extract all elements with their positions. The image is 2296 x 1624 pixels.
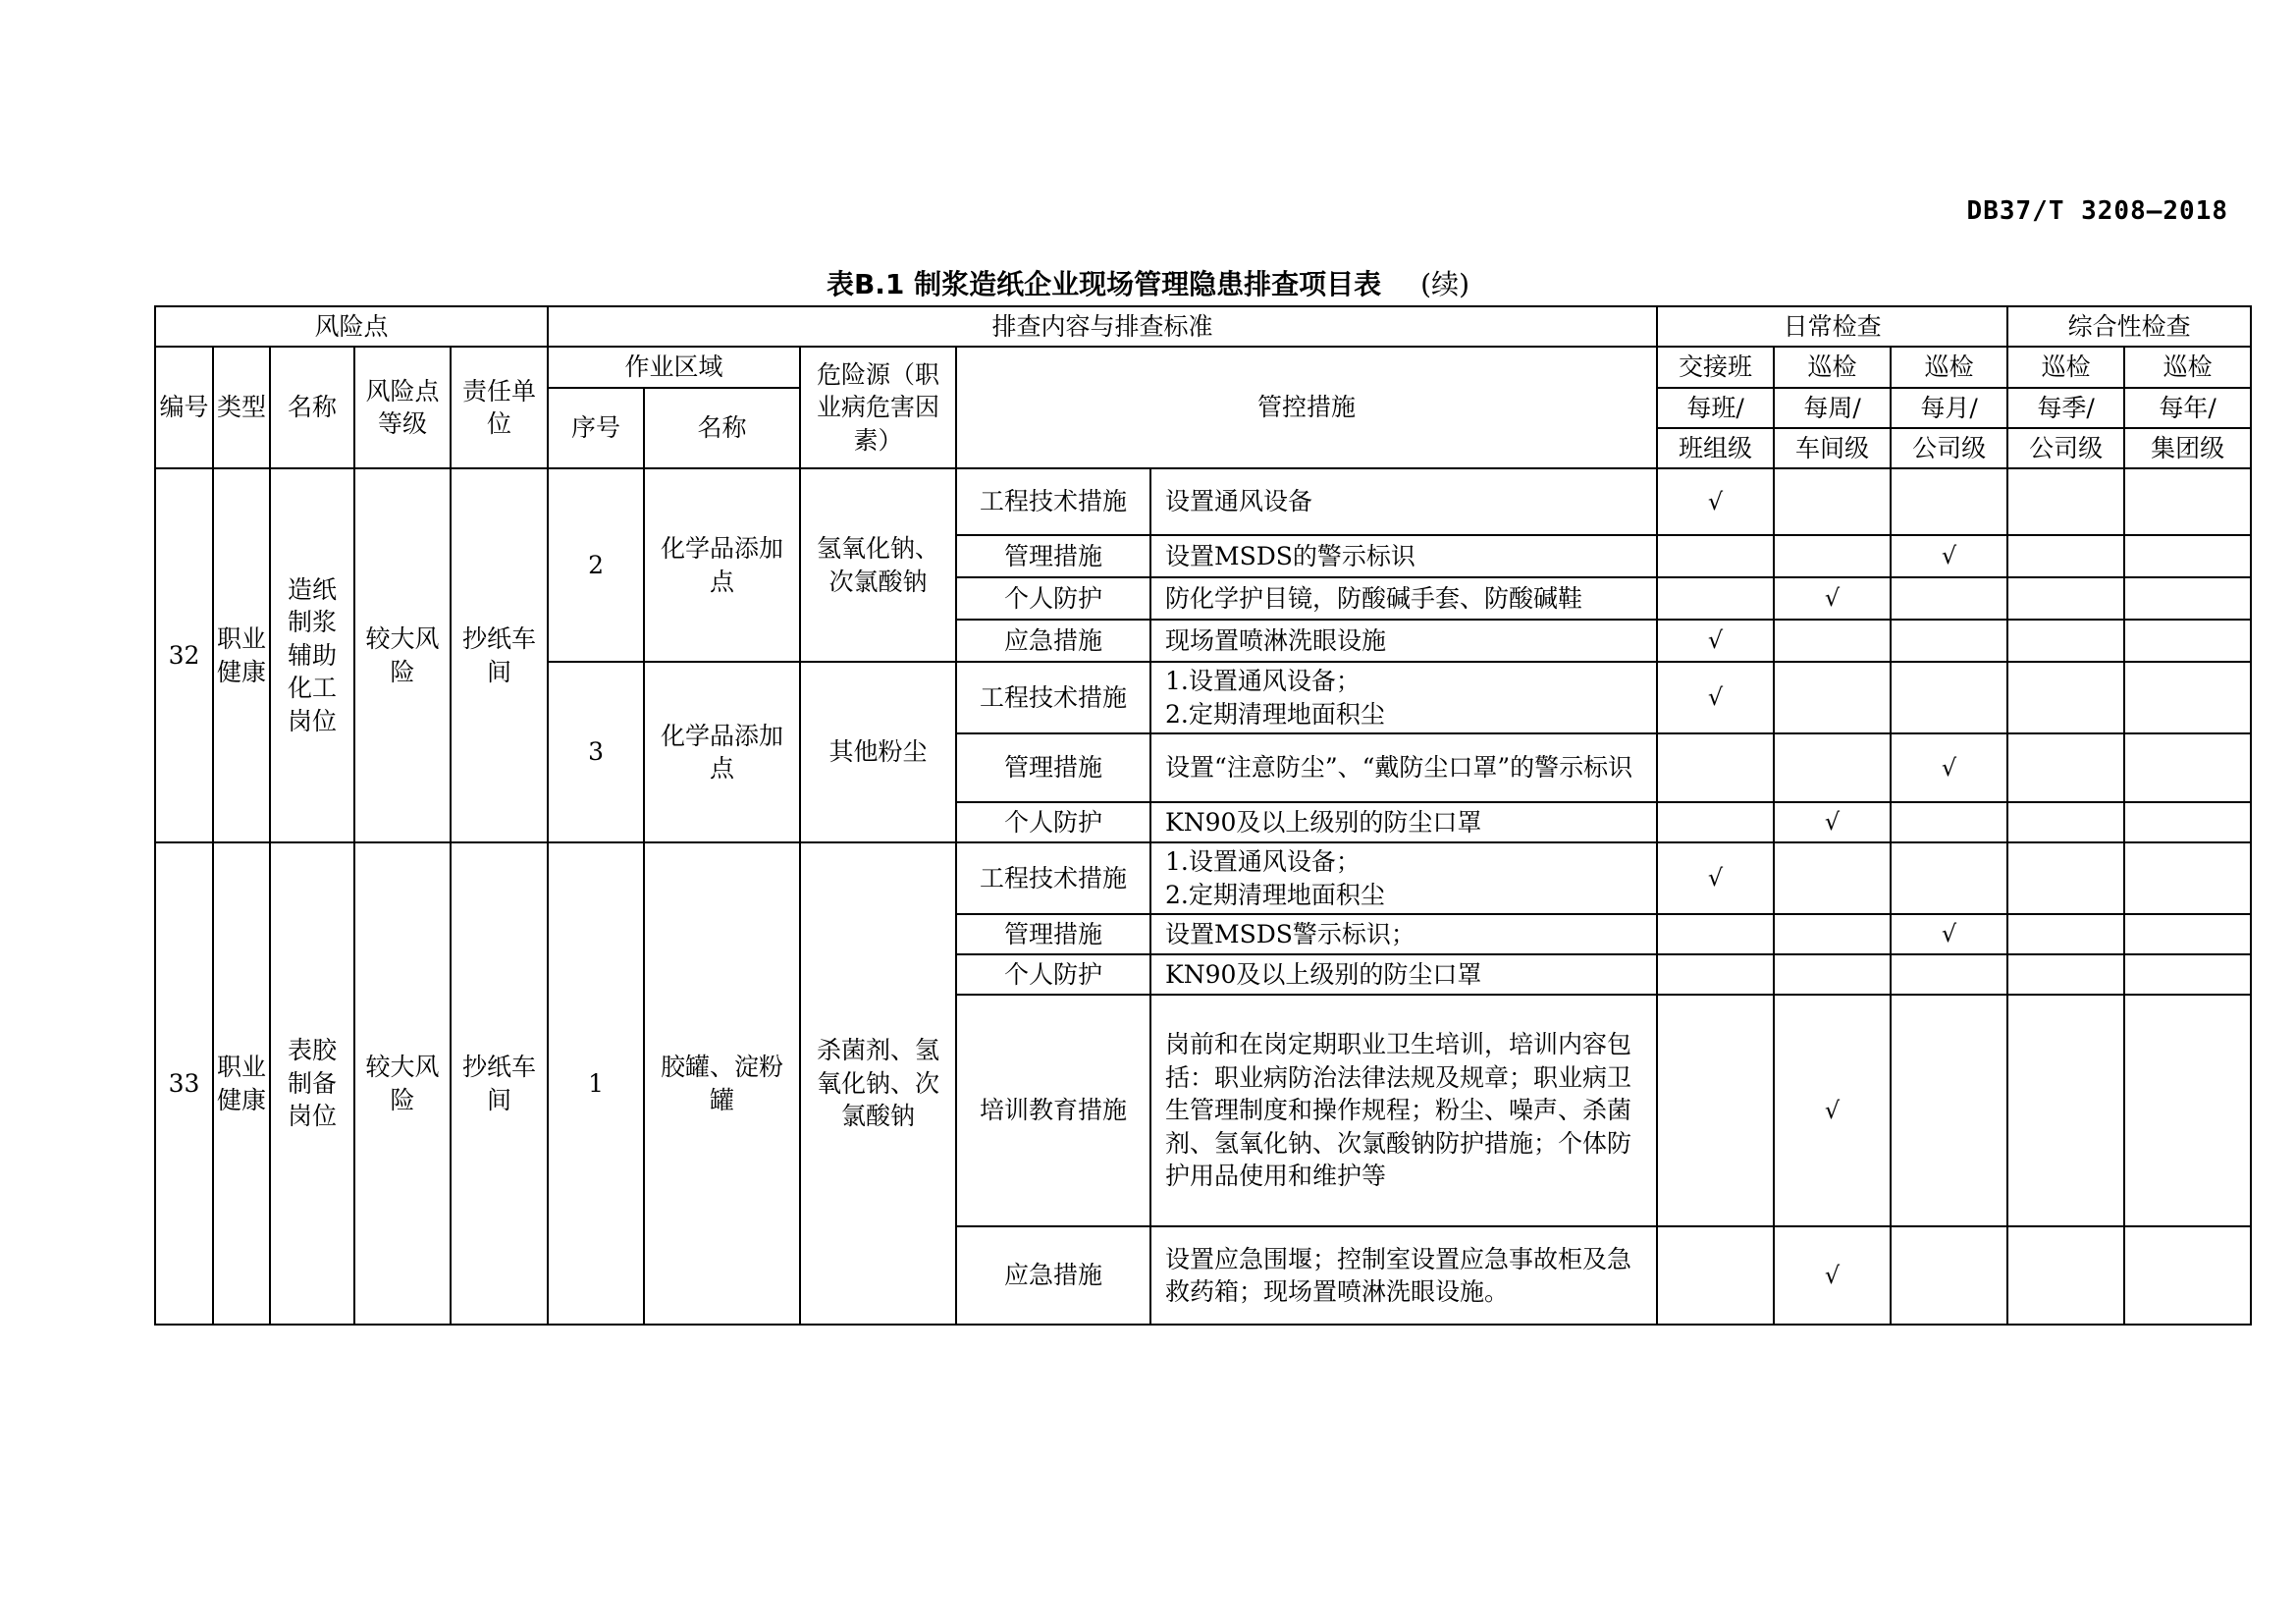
- header-c3-c: 公司级: [1891, 428, 2007, 468]
- check-mark: √: [1891, 733, 2007, 802]
- row-no: 33: [155, 842, 213, 1325]
- empty-cell: [2007, 995, 2124, 1226]
- header-no: 编号: [155, 347, 213, 468]
- measure-category: 管理措施: [956, 914, 1150, 954]
- row-no: 32: [155, 468, 213, 842]
- empty-cell: [1774, 954, 1891, 995]
- measure-text: 防化学护目镜，防酸碱手套、防酸碱鞋: [1150, 577, 1657, 620]
- empty-cell: [1774, 662, 1891, 733]
- measure-category: 应急措施: [956, 620, 1150, 662]
- empty-cell: [2124, 733, 2251, 802]
- empty-cell: [1657, 535, 1774, 577]
- measure-category: 工程技术措施: [956, 842, 1150, 914]
- row-name: 表胶制备岗位: [270, 842, 354, 1325]
- measure-line: 1.设置通风设备；: [1165, 847, 1361, 876]
- measure-text: 设置MSDS警示标识；: [1150, 914, 1657, 954]
- header-c2-a: 巡检: [1774, 347, 1891, 388]
- check-mark: √: [1657, 620, 1774, 662]
- area-hazard: 其他粉尘: [800, 662, 956, 842]
- hazard-inspection-table: [154, 305, 2252, 1326]
- empty-cell: [1891, 662, 2007, 733]
- row-name: 造纸制浆辅助化工岗位: [270, 468, 354, 842]
- header-c3-a: 巡检: [1891, 347, 2007, 388]
- empty-cell: [2007, 954, 2124, 995]
- measure-text: 现场置喷淋洗眼设施: [1150, 620, 1657, 662]
- empty-cell: [1891, 1226, 2007, 1325]
- header-c1-c: 班组级: [1657, 428, 1774, 468]
- measure-category: 管理措施: [956, 733, 1150, 802]
- header-c1-b: 每班/: [1657, 388, 1774, 428]
- row-unit: 抄纸车间: [451, 468, 548, 842]
- header-check-content: 排查内容与排查标准: [548, 306, 1657, 347]
- area-seq: 1: [548, 842, 644, 1325]
- check-mark: √: [1774, 577, 1891, 620]
- header-c4-c: 公司级: [2007, 428, 2124, 468]
- measure-text: [1150, 662, 1657, 733]
- empty-cell: [2007, 733, 2124, 802]
- measure-category: 管理措施: [956, 535, 1150, 577]
- row-risk-level: 较大风险: [354, 842, 451, 1325]
- table-row: [155, 842, 2251, 914]
- check-mark: √: [1657, 662, 1774, 733]
- empty-cell: [2007, 842, 2124, 914]
- empty-cell: [1657, 995, 1774, 1226]
- empty-cell: [2124, 995, 2251, 1226]
- measure-text: 岗前和在岗定期职业卫生培训，培训内容包括：职业病防治法律法规及规章；职业病卫生管理制度和操作规程；粉尘、噪声、杀菌剂、氢氧化钠、次氯酸钠防护措施；个体防护用品使用和维护等: [1150, 995, 1657, 1226]
- empty-cell: [1774, 468, 1891, 535]
- header-c5-b: 每年/: [2124, 388, 2251, 428]
- header-c1-a: 交接班: [1657, 347, 1774, 388]
- empty-cell: [1657, 577, 1774, 620]
- empty-cell: [2007, 662, 2124, 733]
- empty-cell: [1657, 802, 1774, 842]
- measure-category: 工程技术措施: [956, 662, 1150, 733]
- table-row: [155, 468, 2251, 535]
- header-c4-a: 巡检: [2007, 347, 2124, 388]
- header-c3-b: 每月/: [1891, 388, 2007, 428]
- measure-line: 1.设置通风设备；: [1165, 667, 1361, 695]
- row-risk-level: 较大风险: [354, 468, 451, 842]
- check-mark: √: [1891, 914, 2007, 954]
- measure-text: KN90及以上级别的防尘口罩: [1150, 954, 1657, 995]
- empty-cell: [2124, 1226, 2251, 1325]
- header-risk-point: 风险点: [155, 306, 548, 347]
- measure-category: 个人防护: [956, 954, 1150, 995]
- empty-cell: [2007, 468, 2124, 535]
- check-mark: √: [1657, 468, 1774, 535]
- area-name: 化学品添加点: [644, 662, 800, 842]
- empty-cell: [2124, 620, 2251, 662]
- measure-category: 个人防护: [956, 802, 1150, 842]
- row-type: 职业健康: [213, 842, 270, 1325]
- empty-cell: [2124, 662, 2251, 733]
- empty-cell: [1891, 842, 2007, 914]
- area-hazard: 氢氧化钠、次氯酸钠: [800, 468, 956, 662]
- empty-cell: [1891, 995, 2007, 1226]
- measure-text: 设置“注意防尘”、“戴防尘口罩”的警示标识: [1150, 733, 1657, 802]
- measure-category: 培训教育措施: [956, 995, 1150, 1226]
- measure-line: 2.定期清理地面积尘: [1165, 699, 1385, 729]
- header-c4-b: 每季/: [2007, 388, 2124, 428]
- empty-cell: [2007, 1226, 2124, 1325]
- area-seq: 2: [548, 468, 644, 662]
- empty-cell: [2124, 802, 2251, 842]
- area-name: 化学品添加点: [644, 468, 800, 662]
- check-mark: √: [1774, 802, 1891, 842]
- measure-line: 2.定期清理地面积尘: [1165, 880, 1385, 909]
- empty-cell: [2124, 535, 2251, 577]
- check-mark: √: [1657, 842, 1774, 914]
- measure-text: 设置MSDS的警示标识: [1150, 535, 1657, 577]
- empty-cell: [1891, 468, 2007, 535]
- empty-cell: [2124, 954, 2251, 995]
- empty-cell: [1774, 620, 1891, 662]
- empty-cell: [1891, 620, 2007, 662]
- measure-text: KN90及以上级别的防尘口罩: [1150, 802, 1657, 842]
- empty-cell: [1891, 577, 2007, 620]
- header-risk-level: 风险点等级: [354, 347, 451, 468]
- header-name: 名称: [270, 347, 354, 468]
- empty-cell: [1657, 733, 1774, 802]
- empty-cell: [2007, 577, 2124, 620]
- empty-cell: [2007, 802, 2124, 842]
- row-unit: 抄纸车间: [451, 842, 548, 1325]
- measure-text: [1150, 842, 1657, 914]
- table-title-continued: (续): [1420, 268, 1470, 300]
- empty-cell: [2124, 468, 2251, 535]
- header-c5-a: 巡检: [2124, 347, 2251, 388]
- header-area-name: 名称: [644, 388, 800, 468]
- table-title-text: 表B.1 制浆造纸企业现场管理隐患排查项目表: [826, 268, 1382, 300]
- empty-cell: [2007, 914, 2124, 954]
- header-c2-b: 每周/: [1774, 388, 1891, 428]
- table-title: [0, 263, 2296, 302]
- header-c5-c: 集团级: [2124, 428, 2251, 468]
- area-name: 胶罐、淀粉罐: [644, 842, 800, 1325]
- empty-cell: [1657, 954, 1774, 995]
- empty-cell: [1657, 1226, 1774, 1325]
- area-seq: 3: [548, 662, 644, 842]
- check-mark: √: [1774, 1226, 1891, 1325]
- header-work-area: 作业区域: [548, 347, 800, 388]
- empty-cell: [2007, 620, 2124, 662]
- empty-cell: [1774, 914, 1891, 954]
- empty-cell: [1891, 802, 2007, 842]
- measure-category: 应急措施: [956, 1226, 1150, 1325]
- header-daily-check: 日常检查: [1657, 306, 2007, 347]
- header-seq: 序号: [548, 388, 644, 468]
- empty-cell: [1891, 954, 2007, 995]
- header-measures: 管控措施: [956, 347, 1657, 468]
- measure-text: 设置通风设备: [1150, 468, 1657, 535]
- measure-text: 设置应急围堰；控制室设置应急事故柜及急救药箱；现场置喷淋洗眼设施。: [1150, 1226, 1657, 1325]
- empty-cell: [2007, 535, 2124, 577]
- empty-cell: [1774, 733, 1891, 802]
- empty-cell: [2124, 842, 2251, 914]
- header-c2-c: 车间级: [1774, 428, 1891, 468]
- row-type: 职业健康: [213, 468, 270, 842]
- check-mark: √: [1891, 535, 2007, 577]
- standard-code: DB37/T 3208—2018: [1966, 196, 2228, 226]
- header-hazard: 危险源（职业病危害因素）: [800, 347, 956, 468]
- measure-category: 工程技术措施: [956, 468, 1150, 535]
- area-hazard: 杀菌剂、氢氧化钠、次氯酸钠: [800, 842, 956, 1325]
- header-comprehensive-check: 综合性检查: [2007, 306, 2251, 347]
- check-mark: √: [1774, 995, 1891, 1226]
- header-type: 类型: [213, 347, 270, 468]
- empty-cell: [1774, 535, 1891, 577]
- measure-category: 个人防护: [956, 577, 1150, 620]
- empty-cell: [1774, 842, 1891, 914]
- header-unit: 责任单位: [451, 347, 548, 468]
- empty-cell: [2124, 914, 2251, 954]
- empty-cell: [2124, 577, 2251, 620]
- empty-cell: [1657, 914, 1774, 954]
